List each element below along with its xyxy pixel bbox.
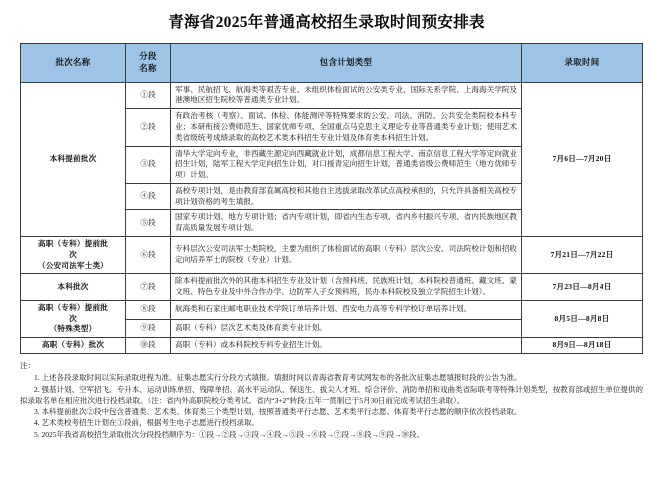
table-row (21, 82, 643, 109)
batch-line-2: 次 (69, 249, 77, 259)
segment-cell-1: ①段 (126, 82, 171, 109)
plan-cell-7: 除本科提前批次外的其他本科招生专业及计划（含预科班、民族班计划，本科院校普通班、藏文班、蒙文班、特色专业及中外合作办学、边防军人子女预科班，民办本科院校及独立学院招生计划）。 (171, 274, 522, 301)
batch-line-2: 次 (69, 313, 77, 323)
time-cell-7: 7月23日—8月4日 (522, 274, 643, 301)
plan-cell-8: 航海类和石家庄邮电职业技术学院订单培养计划、西安电力高等专科学校订单培养计划。 (171, 300, 522, 319)
batch-line-3: （公安司法军士类） (37, 260, 109, 270)
segment-cell-10: ⑩段 (126, 338, 171, 354)
column-header-segment-line2: 名称 (139, 63, 157, 73)
notes-label: 注： (20, 361, 35, 370)
plan-cell-2: 有政治考核（考察）、面试、体检、体能测评等特殊要求的公安、司法、消防、公共安全类院校本科专业；本研衔接公费师范生、国家优师专项、全国重点马克思主义理论专业等普通类专业计划；使用艺术类省级统考成绩录取的高校艺术类本科招生专业计划及体育类本科招生计划。 (171, 109, 522, 146)
segment-cell-3: ③段 (126, 146, 171, 183)
column-header-segment-line1: 分段 (139, 51, 157, 61)
column-header-batch: 批次名称 (21, 43, 126, 82)
plan-cell-1: 军事、民航招飞、航海类等艰苦专业、未组织体检面试的公安类专业，国际关系学院、上海海关学院及港澳地区招生院校等普通类专业计划。 (171, 82, 522, 109)
batch-line-3: （特殊类型） (49, 324, 97, 334)
plan-cell-3: 清华大学定向专业，非西藏生源定向西藏就业计划，成都信息工程大学、南京信息工程大学等定向就业招生计划，陆军工程大学定向招生计划，对口援青定向招生计划，普通类省级公费师范生（地方优师专项）计划。 (171, 146, 522, 183)
batch-cell-gaozhi: 高职（专科）批次 (21, 338, 126, 354)
column-header-segment (126, 43, 171, 82)
segment-cell-2: ②段 (126, 109, 171, 146)
table-header-row (21, 43, 643, 82)
plan-cell-10: 高职（专科）或本科院校专科专业招生计划。 (171, 338, 522, 354)
table-row (21, 274, 643, 301)
table-body (21, 82, 643, 353)
batch-cell-benke-tiqian: 本科提前批次 (21, 82, 126, 236)
segment-cell-7: ⑦段 (126, 274, 171, 301)
segment-cell-6: ⑥段 (126, 236, 171, 273)
batch-cell-gaozhi-tiqian-gongan (21, 236, 126, 273)
batch-line-1: 高职（专科）提前批 (37, 238, 109, 248)
plan-cell-9: 高职（专科）层次艺术类及体育类专业计划。 (171, 319, 522, 338)
column-header-admission-time: 录取时间 (522, 43, 643, 82)
batch-cell-gaozhi-tiqian-teshu (21, 300, 126, 337)
segment-cell-5: ⑤段 (126, 210, 171, 237)
segment-cell-4: ④段 (126, 183, 171, 210)
note-item-3: 3. 本科提前批次②段中包含普通类、艺术类、体育类三个类型计划，按照普通类平行志愿、艺术类平行志愿、体育类平行志愿的顺序依次投档录取。 (34, 407, 522, 416)
table-row (21, 300, 643, 319)
note-item-2: 2. 强基计划、空军招飞、专升本、运动训练单招、残障单招、高水平运动队、保送生、拔尖人才班、综合评价、消防单招和戏曲类省际联考等特殊计划类型，按教育部或招生单位提供的拟录取名单在相应批次进行投档录取。（注：省内外高职院校分类考试、省内“3+2”转段/五年一贯制已于5月30日前完成考试招生录取）。 (20, 384, 643, 405)
table-row (21, 236, 643, 273)
batch-line-1: 高职（专科）提前批 (37, 302, 109, 312)
note-item-1: 1. 上述各段录取时间以实际录取进程为准。征集志愿实行分段方式填报。填报时间以青海省教育考试网发布的各批次征集志愿填报时段的公告为准。 (34, 373, 522, 383)
plan-cell-5: 国家专项计划、地方专项计划；省内专项计划，即省内生态专项、省内乡村振兴专项、省内民族地区教育高质量发展专项计划。 (171, 210, 522, 237)
table-header (21, 43, 643, 82)
column-header-plan-type: 包含计划类型 (171, 43, 522, 82)
segment-cell-9: ⑨段 (126, 319, 171, 338)
notes-section (20, 354, 643, 440)
segment-cell-8: ⑧段 (126, 300, 171, 319)
time-cell-6: 7月21日—7月22日 (522, 236, 643, 273)
admission-schedule-table (20, 43, 643, 354)
note-item-4: 4. 艺术类校考招生计划在①段前，根据考生电子志愿进行投档录取。 (34, 418, 259, 428)
time-cell-10: 8月9日—8月18日 (522, 338, 643, 354)
note-item-5: 5. 2025年我省高校招生录取批次分段投档顺序为：①段→②段→③段→④段→⑤段→⑥段→⑦段→⑧段→⑨段→⑩段。 (34, 429, 424, 439)
plan-cell-6: 专科层次公安司法军士类院校，主要为组织了体检面试的高职（专科）层次公安、司法院校计划和招收定向培养军士的院校（专业）计划。 (171, 236, 522, 273)
page-title: 青海省2025年普通高校招生录取时间预安排表 (168, 14, 485, 31)
time-cell-8: 8月5日—8月8日 (522, 300, 643, 337)
batch-cell-benke: 本科批次 (21, 274, 126, 301)
plan-cell-4: 高校专项计划，是由教育部直属高校和其他自主选拔录取改革试点高校承担的，只允许具备相关高校专项计划资格的考生填报。 (171, 183, 522, 210)
time-cell-1: 7月6日—7月20日 (522, 82, 643, 236)
table-row (21, 338, 643, 354)
